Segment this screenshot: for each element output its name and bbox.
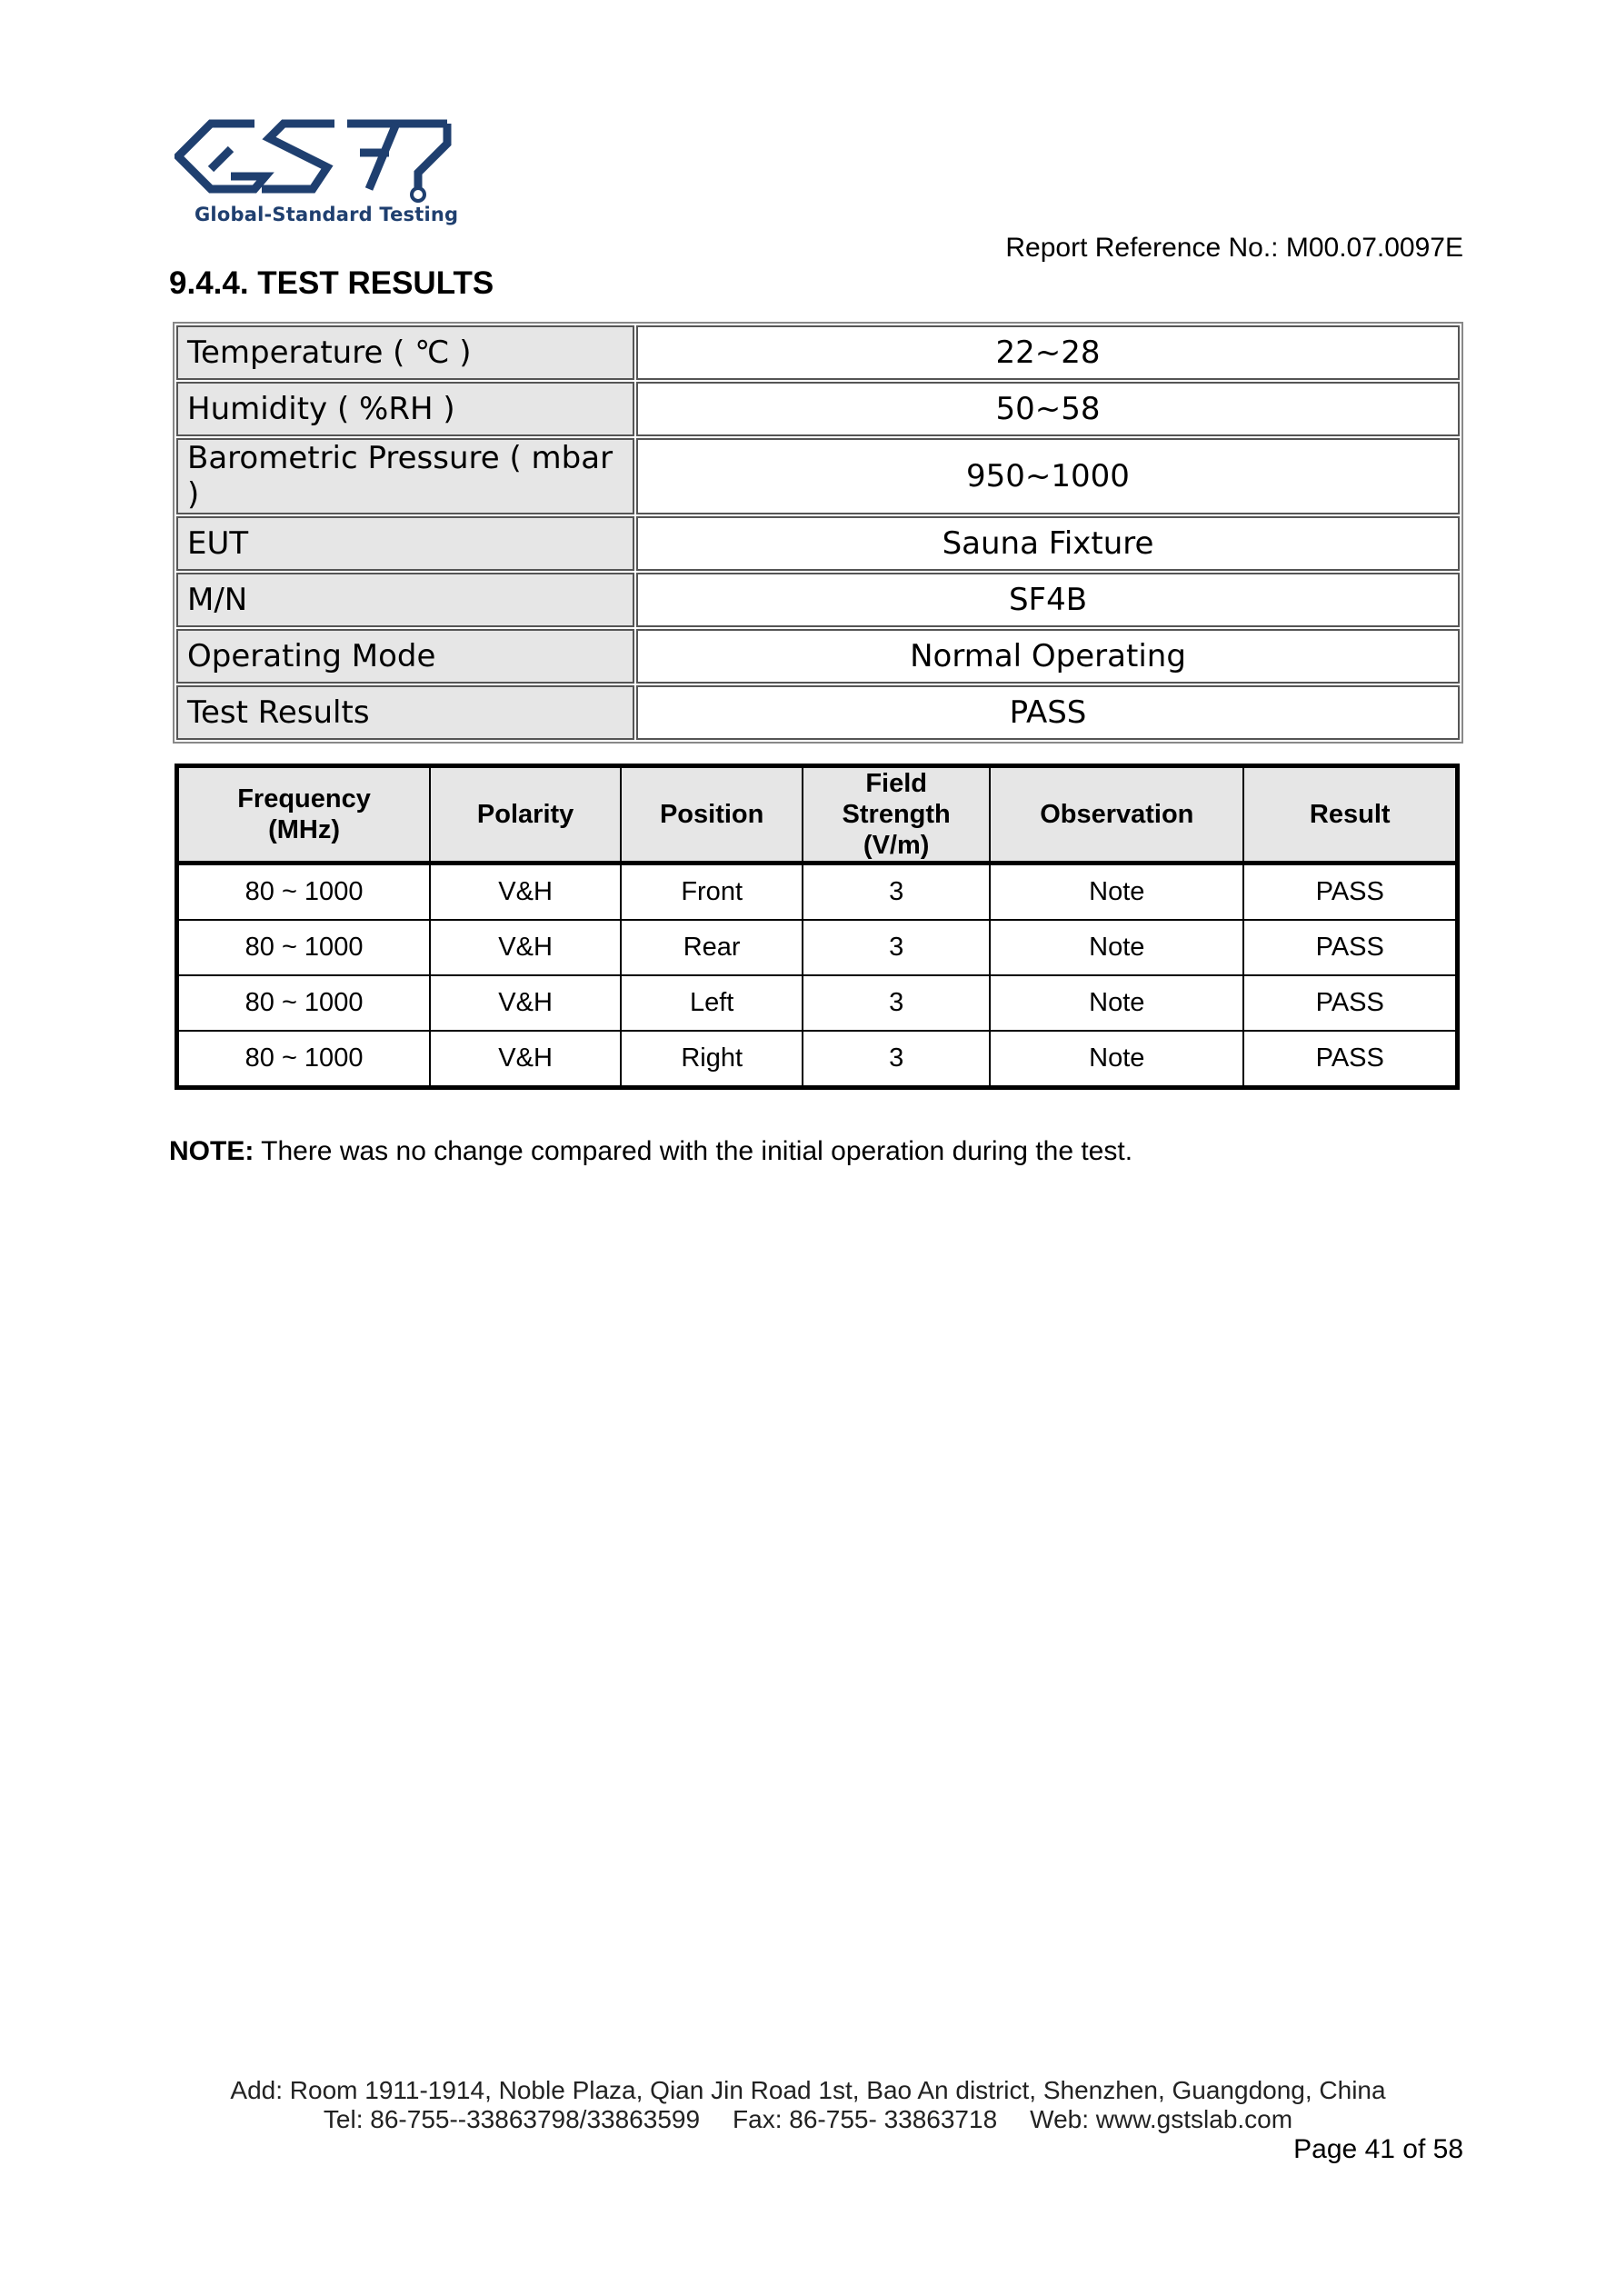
table-cell: Note [990, 863, 1243, 921]
condition-row [176, 438, 1460, 514]
condition-row [176, 573, 1460, 627]
condition-label: Operating Mode [176, 629, 634, 684]
test-conditions-table [173, 322, 1463, 744]
table-cell: 80 ~ 1000 [177, 1031, 431, 1088]
gst-logo-icon [175, 116, 462, 207]
page-number: Page 41 of 58 [1293, 2134, 1463, 2164]
table-row [177, 1031, 1458, 1088]
table-cell: 3 [803, 975, 990, 1031]
results-column-header: Frequency (MHz) [177, 766, 431, 863]
footer-web: Web: www.gstslab.com [1030, 2105, 1293, 2133]
condition-value: Normal Operating [636, 629, 1460, 684]
condition-value: SF4B [636, 573, 1460, 627]
table-row [177, 920, 1458, 975]
condition-row [176, 516, 1460, 571]
footer-fax: Fax: 86-755- 33863718 [733, 2105, 998, 2133]
results-column-header: Polarity [430, 766, 621, 863]
results-column-header: Observation [990, 766, 1243, 863]
condition-label: Temperature ( ℃ ) [176, 325, 634, 380]
table-cell: V&H [430, 863, 621, 921]
test-results-table [175, 764, 1460, 1090]
condition-label: Test Results [176, 685, 634, 740]
table-cell: Right [621, 1031, 803, 1088]
condition-value: 950~1000 [636, 438, 1460, 514]
table-cell: Rear [621, 920, 803, 975]
condition-row [176, 685, 1460, 740]
condition-value: 22~28 [636, 325, 1460, 380]
table-cell: Note [990, 1031, 1243, 1088]
table-cell: V&H [430, 1031, 621, 1088]
footer-address: Add: Room 1911-1914, Noble Plaza, Qian Jin Road 1st, Bao An district, Shenzhen, Guangdong, China [230, 2076, 1386, 2104]
note-label: NOTE: [169, 1136, 254, 1166]
table-cell: 80 ~ 1000 [177, 975, 431, 1031]
table-cell: PASS [1243, 920, 1457, 975]
table-cell: PASS [1243, 1031, 1457, 1088]
table-row [177, 975, 1458, 1031]
condition-row [176, 629, 1460, 684]
condition-value: 50~58 [636, 382, 1460, 436]
section-title: 9.4.4. TEST RESULTS [169, 265, 494, 301]
table-cell: Note [990, 975, 1243, 1031]
results-column-header: Result [1243, 766, 1457, 863]
condition-label: Barometric Pressure ( mbar ) [176, 438, 634, 514]
condition-row [176, 325, 1460, 380]
table-cell: V&H [430, 975, 621, 1031]
footer-contact [0, 2105, 1616, 2134]
condition-row [176, 382, 1460, 436]
results-column-header: Field Strength (V/m) [803, 766, 990, 863]
table-cell: 3 [803, 863, 990, 921]
table-cell: PASS [1243, 863, 1457, 921]
table-cell: PASS [1243, 975, 1457, 1031]
table-row [177, 863, 1458, 921]
results-column-header: Position [621, 766, 803, 863]
footer-tel: Tel: 86-755--33863798/33863599 [323, 2105, 701, 2133]
report-reference: Report Reference No.: M00.07.0097E [1005, 233, 1463, 263]
note [169, 1136, 1132, 1167]
logo-text: Global-Standard Testing [195, 204, 459, 225]
note-text: There was no change compared with the initial operation during the test. [254, 1136, 1133, 1166]
condition-label: EUT [176, 516, 634, 571]
table-cell: 80 ~ 1000 [177, 920, 431, 975]
condition-value: Sauna Fixture [636, 516, 1460, 571]
condition-value: PASS [636, 685, 1460, 740]
table-cell: Front [621, 863, 803, 921]
condition-label: M/N [176, 573, 634, 627]
company-logo [175, 116, 462, 233]
table-cell: Note [990, 920, 1243, 975]
table-cell: Left [621, 975, 803, 1031]
table-cell: 3 [803, 920, 990, 975]
table-cell: V&H [430, 920, 621, 975]
table-cell: 3 [803, 1031, 990, 1088]
condition-label: Humidity ( %RH ) [176, 382, 634, 436]
table-cell: 80 ~ 1000 [177, 863, 431, 921]
